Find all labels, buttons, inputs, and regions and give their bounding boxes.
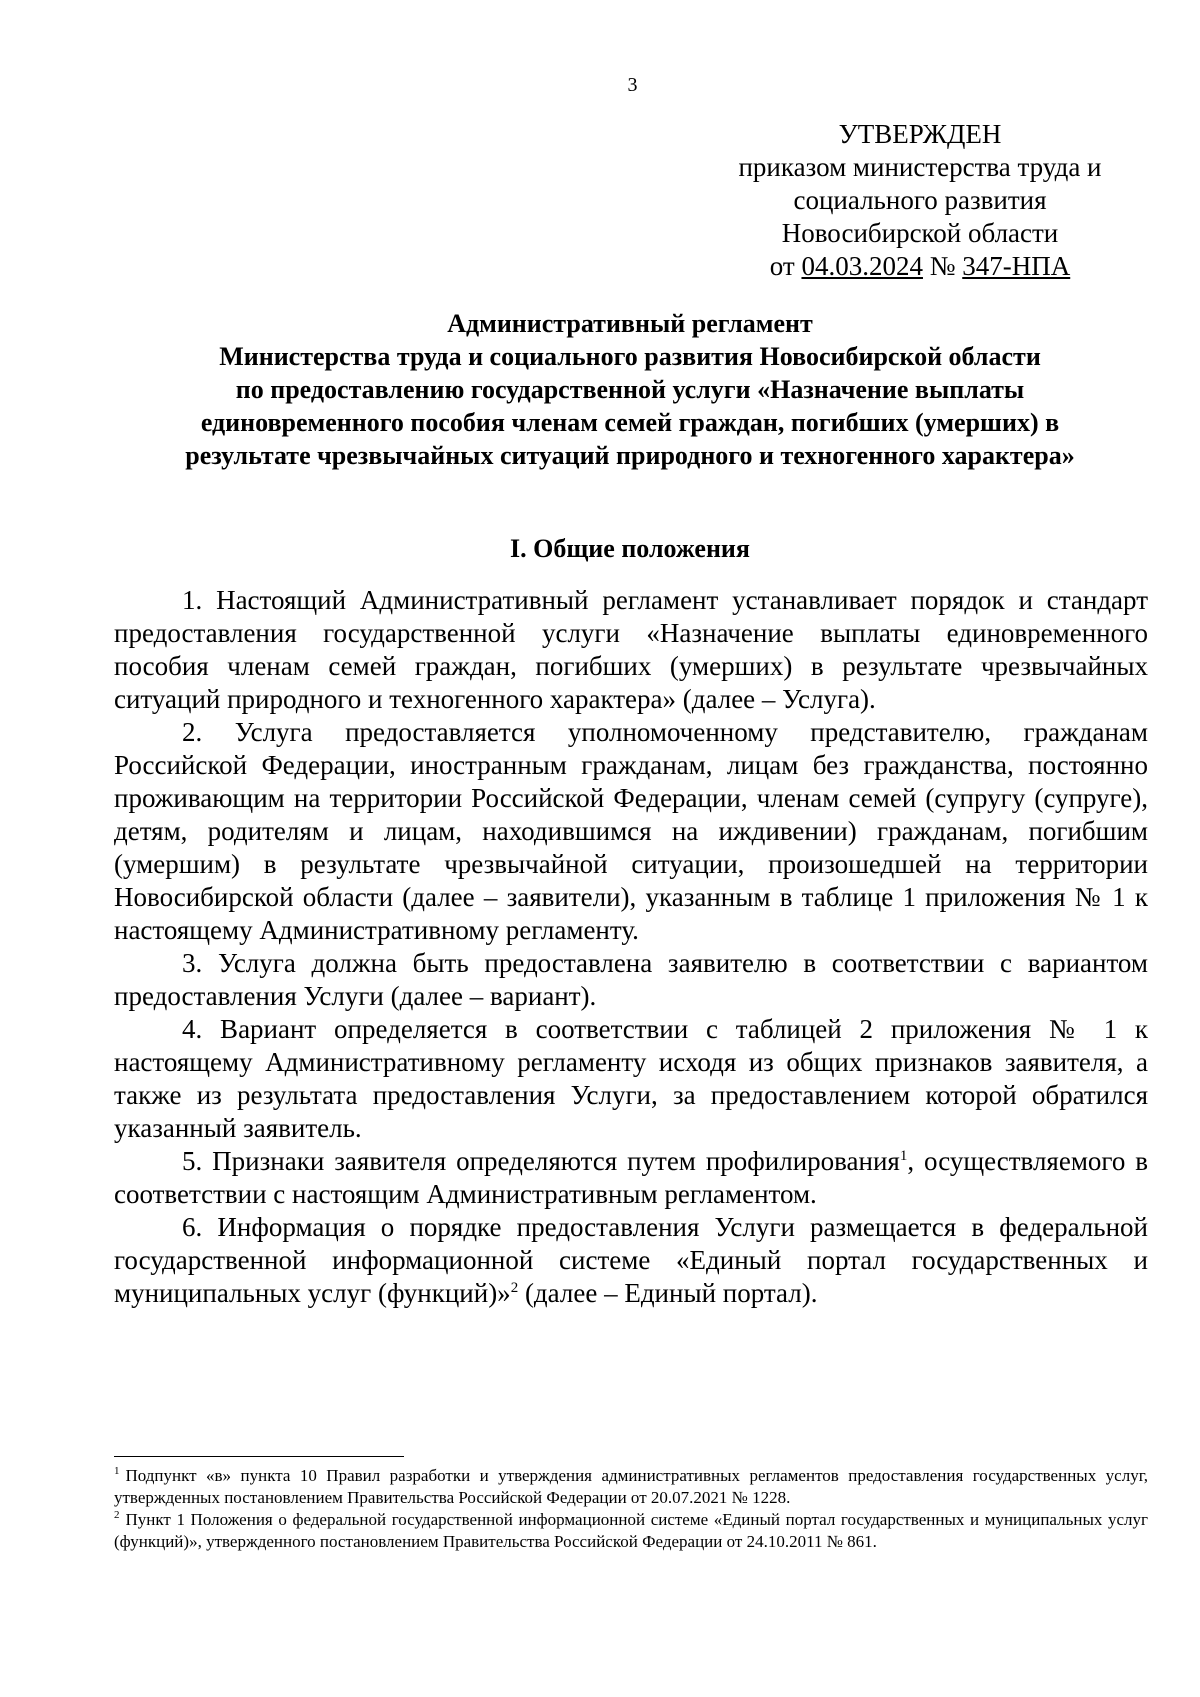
footnote-ref-1: 1 bbox=[899, 1148, 908, 1164]
body-text bbox=[114, 584, 1148, 1310]
paragraph-6-text: 6. Информация о порядке предоставления Услуги размещается в федеральной государственной информационной системе «Единый портал государственных и муниципальных услуг (функций)» bbox=[114, 1212, 1148, 1308]
footnote-1-text: Подпункт «в» пункта 10 Правил разработки и утверждения административных регламентов предоставления государственных услуг, утвержденных постановлением Правительства Российской Федерации от 20.07.2021 № 1228. bbox=[114, 1466, 1148, 1507]
title-line: единовременного пособия членам семей граждан, погибших (умерших) в bbox=[200, 408, 1060, 437]
approval-heading: УТВЕРЖДЕН bbox=[838, 119, 1002, 149]
paragraph-6 bbox=[114, 1211, 1148, 1310]
paragraph-6-text-cont: (далее – Единый портал). bbox=[518, 1278, 818, 1308]
footnote-ref-2: 2 bbox=[510, 1280, 519, 1296]
footnote-1-mark: 1 bbox=[114, 1465, 120, 1478]
title-line: Административный регламент bbox=[447, 309, 813, 338]
approval-stamp bbox=[690, 118, 1150, 283]
section-heading: I. Общие положения bbox=[510, 534, 750, 563]
date-prefix: от bbox=[769, 251, 802, 281]
footnote-2 bbox=[114, 1509, 1148, 1553]
paragraph-4: 4. Вариант определяется в соответствии с таблицей 2 приложения № 1 к настоящему Административному регламенту исходя из общих признаков заявителя, а также из результата предоставления Услуги, за предоставлением которой обратился указанный заявитель. bbox=[114, 1014, 1148, 1143]
approval-line: социального развития bbox=[793, 185, 1047, 215]
paragraph-5-text: 5. Признаки заявителя определяются путем профилирования bbox=[182, 1146, 900, 1176]
number-prefix: № bbox=[922, 251, 963, 281]
approval-line: приказом министерства труда и bbox=[738, 152, 1102, 182]
approval-number: 347-НПА bbox=[962, 251, 1071, 281]
footnotes bbox=[114, 1465, 1148, 1553]
paragraph-5-text-cont: , осуществляемого в соответствии с настоящим Административным регламентом. bbox=[114, 1146, 1148, 1209]
approval-date: 04.03.2024 bbox=[801, 251, 923, 281]
page-number: 3 bbox=[627, 74, 638, 96]
paragraph-1: 1. Настоящий Административный регламент устанавливает порядок и стандарт предоставления государственной услуги «Назначение выплаты единовременного пособия членам семей граждан, погибших (умерших) в результате чрезвычайных ситуаций природного и техногенного характера» (далее – Услуга). bbox=[114, 585, 1148, 714]
footnote-separator bbox=[114, 1456, 404, 1457]
document-title bbox=[110, 307, 1150, 472]
footnote-1 bbox=[114, 1465, 1148, 1509]
title-line: по предоставлению государственной услуги «Назначение выплаты bbox=[235, 375, 1025, 404]
title-line: результате чрезвычайных ситуаций природного и техногенного характера» bbox=[185, 441, 1075, 470]
footnote-2-text: Пункт 1 Положения о федеральной государственной информационной системе «Единый портал государственных и муниципальных услуг (функций)», утвержденного постановлением Правительства Российской Федерации от 24.10.2011 № 861. bbox=[114, 1510, 1148, 1551]
approval-order-line bbox=[690, 250, 1150, 283]
paragraph-3: 3. Услуга должна быть предоставлена заявителю в соответствии с вариантом предоставления Услуги (далее – вариант). bbox=[114, 948, 1148, 1011]
approval-line: Новосибирской области bbox=[781, 218, 1059, 248]
paragraph-2: 2. Услуга предоставляется уполномоченному представителю, гражданам Российской Федерации, иностранным гражданам, лицам без гражданства, постоянно проживающим на территории Российской Федерации, членам семей (супругу (супруге), детям, родителям и лицам, находившимся на иждивении) гражданам, погибшим (умершим) в результате чрезвычайной ситуации, произошедшей на территории Новосибирской области (далее – заявители), указанным в таблице 1 приложения № 1 к настоящему Административному регламенту. bbox=[114, 717, 1148, 945]
title-line: Министерства труда и социального развития Новосибирской области bbox=[219, 342, 1041, 371]
paragraph-5 bbox=[114, 1145, 1148, 1211]
footnote-2-mark: 2 bbox=[114, 1509, 120, 1522]
